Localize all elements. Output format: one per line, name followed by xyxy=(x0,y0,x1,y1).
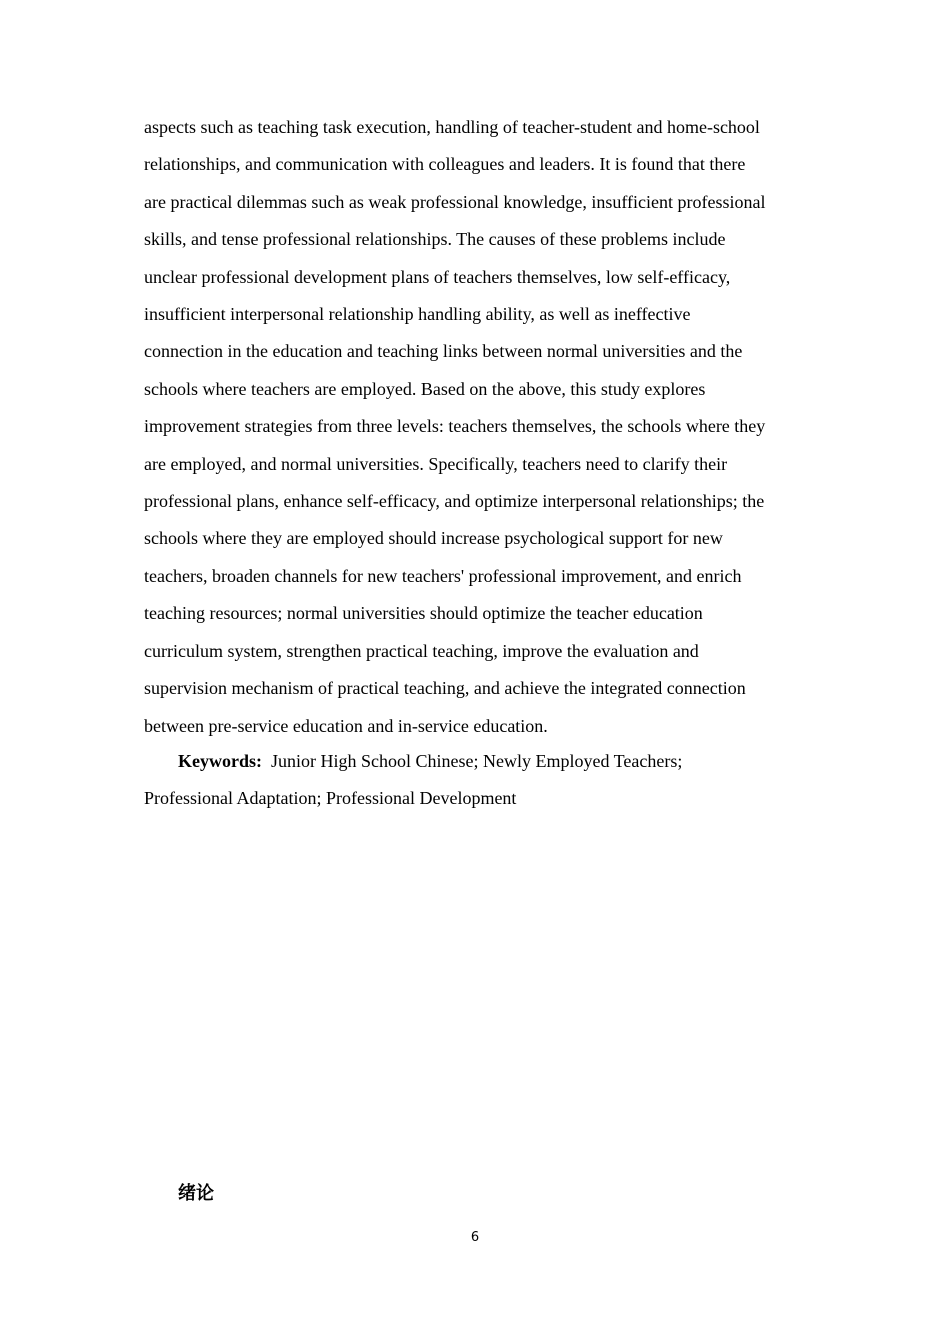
abstract-line: relationships, and communication with colleagues and leaders. It is found that there xyxy=(144,154,746,175)
keywords-line-1 xyxy=(144,743,812,780)
abstract-line: teaching resources; normal universities should optimize the teacher education xyxy=(144,603,703,624)
abstract-line: connection in the education and teaching links between normal universities and the xyxy=(144,341,743,362)
abstract-line: schools where they are employed should increase psychological support for new xyxy=(144,528,723,549)
abstract-line: unclear professional development plans of teachers themselves, low self-efficacy, xyxy=(144,266,731,287)
page-number: 6 xyxy=(470,1230,480,1245)
abstract-line: supervision mechanism of practical teaching, and achieve the integrated connection xyxy=(144,678,746,699)
abstract-line: between pre-service education and in-service education. xyxy=(144,715,548,736)
abstract-body xyxy=(144,109,812,745)
keywords-label: Keywords: xyxy=(178,751,262,771)
keywords-list-part-1: Junior High School Chinese; Newly Employed Teachers; xyxy=(271,751,683,771)
abstract-line: are employed, and normal universities. Specifically, teachers need to clarify their xyxy=(144,453,728,474)
abstract-line: curriculum system, strengthen practical teaching, improve the evaluation and xyxy=(144,640,699,661)
abstract-line: professional plans, enhance self-efficacy, and optimize interpersonal relationships; the xyxy=(144,491,765,512)
abstract-line: are practical dilemmas such as weak professional knowledge, insufficient professional xyxy=(144,191,766,212)
section-heading-introduction: 绪论 xyxy=(178,1183,214,1204)
abstract-line: aspects such as teaching task execution, handling of teacher-student and home-school xyxy=(144,117,760,137)
abstract-line: schools where teachers are employed. Based on the above, this study explores xyxy=(144,378,706,399)
keywords-list-part-2: Professional Adaptation; Professional Development xyxy=(144,788,517,809)
abstract-line: insufficient interpersonal relationship handling ability, as well as ineffective xyxy=(144,304,691,325)
abstract-line: teachers, broaden channels for new teachers' professional improvement, and enrich xyxy=(144,565,742,586)
abstract-line: skills, and tense professional relationships. The causes of these problems include xyxy=(144,229,726,250)
abstract-line: improvement strategies from three levels: teachers themselves, the schools where they xyxy=(144,416,766,437)
keywords-paragraph xyxy=(144,743,812,818)
